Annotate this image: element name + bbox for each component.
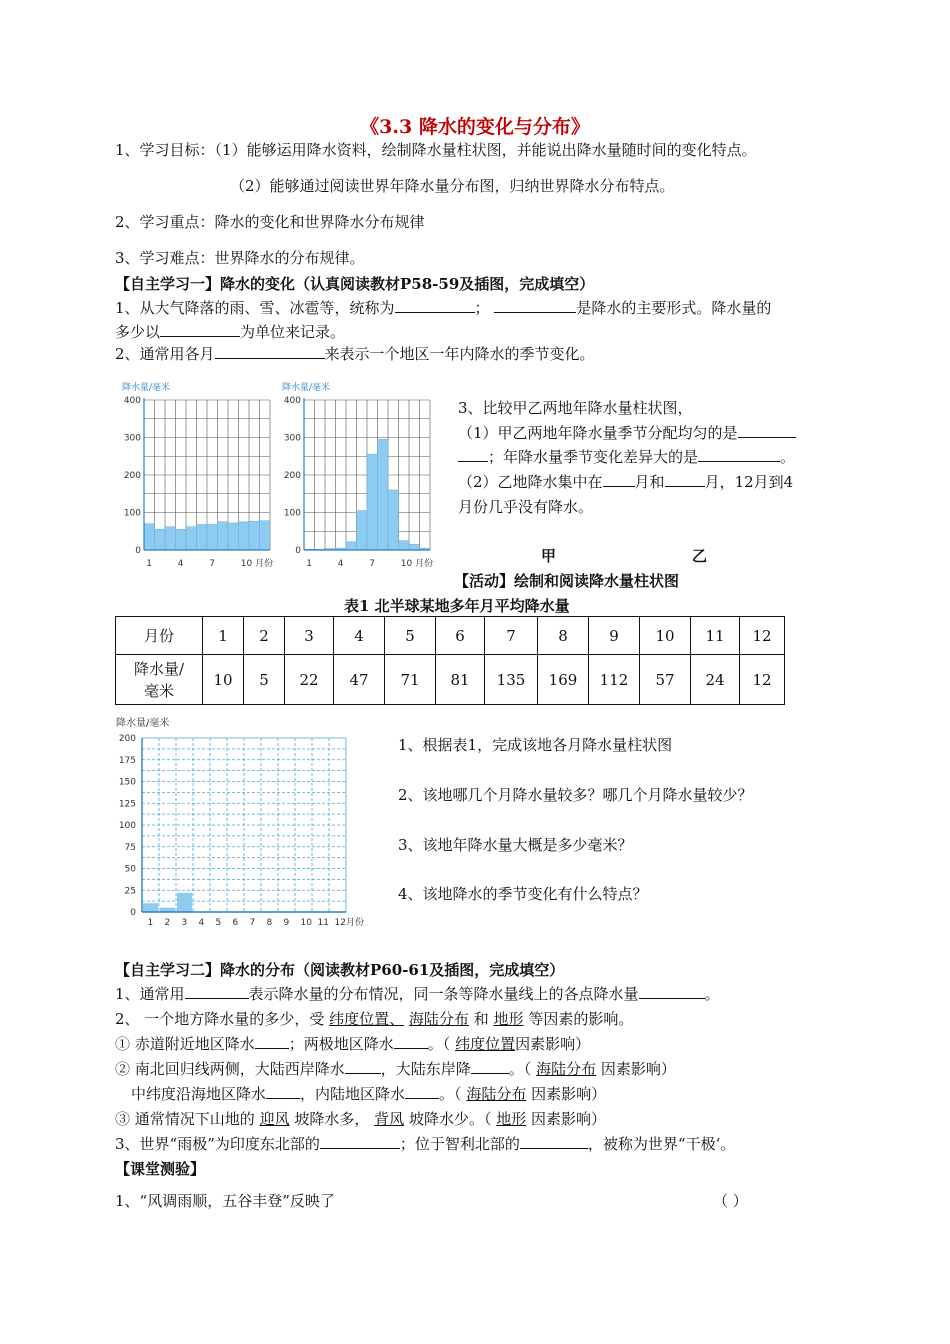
- table-header-precip: 降水量/ 毫米: [116, 655, 203, 705]
- bar-4: [176, 529, 187, 550]
- s2-c1: ① 赤道附近地区降水 ；两极地区降水 。（ 纬度位置因素影响）: [115, 1035, 591, 1053]
- blank[interactable]: [698, 447, 780, 462]
- answer-windward: 迎风: [259, 1110, 290, 1128]
- key-point: 2、学习重点：降水的变化和世界降水分布规律: [115, 213, 425, 231]
- x-tick-label: 2: [164, 918, 171, 928]
- s1-q1-line1: 1、从大气降落的雨、雪、冰雹等，统称为 ； 是降水的主要形式。降水量的: [115, 299, 772, 317]
- blank[interactable]: [603, 472, 635, 487]
- table-cell: 9: [589, 617, 640, 655]
- s2-q2: 2、 一个地方降水量的多少，受 纬度位置、 海陆分布 和 地形 等因素的影响。: [115, 1010, 634, 1028]
- table-cell: 135: [485, 655, 538, 705]
- bar-9: [388, 490, 399, 550]
- y-tick-label: 175: [118, 755, 136, 766]
- x-tick-label: 10: [300, 918, 312, 928]
- table-cell: 3: [285, 617, 334, 655]
- y-axis-label: 降水量/毫米: [122, 383, 171, 393]
- table-cell: 24: [691, 655, 740, 705]
- goal-line-2: （2）能够通过阅读世界年降水量分布图，归纳世界降水分布特点。: [230, 177, 675, 195]
- precip-table: [115, 616, 785, 705]
- activity-heading: 【活动】绘制和阅读降水量柱状图: [454, 572, 680, 590]
- y-tick-label: 400: [283, 396, 301, 406]
- y-axis-label: 降水量/毫米: [282, 383, 331, 393]
- answer-latitude: 纬度位置: [329, 1010, 390, 1028]
- blank[interactable]: [320, 1134, 400, 1149]
- y-tick-label: 125: [118, 799, 136, 810]
- label-jia: 甲: [541, 547, 557, 565]
- table-row: [116, 617, 785, 655]
- blank[interactable]: [665, 472, 705, 487]
- x-tick-label: 1: [147, 918, 154, 928]
- s2-c3: ③ 通常情况下山地的 迎风 坡降水多， 背风 坡降水少。（ 地形 因素影响）: [115, 1110, 607, 1128]
- difficulty: 3、学习难点：世界降水的分布规律。: [115, 249, 365, 267]
- section2-heading: 【自主学习二】降水的分布（阅读教材P60-61及插图，完成填空）: [115, 961, 565, 979]
- blank[interactable]: [160, 322, 240, 337]
- table-cell: 7: [485, 617, 538, 655]
- table-cell: 47: [334, 655, 385, 705]
- y-tick-label: 300: [283, 433, 301, 444]
- s1-q3-1-line1: （1）甲乙两地年降水量季节分配均匀的是: [458, 423, 796, 443]
- table-cell: 5: [385, 617, 436, 655]
- y-tick-label: 100: [118, 821, 136, 831]
- table-cell: 4: [334, 617, 385, 655]
- table-cell: 81: [436, 655, 485, 705]
- activity-chart: [114, 714, 376, 930]
- blank[interactable]: [255, 1034, 289, 1049]
- s2-q1: 1、通常用 表示降水量的分布情况，同一条等降水量线上的各点降水量 。: [115, 985, 720, 1003]
- table-cell: 11: [691, 617, 740, 655]
- table-cell: 1: [203, 617, 244, 655]
- bar-11: [249, 521, 260, 550]
- y-tick-label: 50: [124, 864, 136, 875]
- x-tick-label: 5: [215, 918, 222, 928]
- x-tick-label: 11: [317, 918, 329, 928]
- x-tick-label: 4: [198, 918, 205, 928]
- s2-q3: 3、世界“雨极”为印度东北部的 ；位于智利北部的 ，被称为世界“干极‘。: [115, 1135, 736, 1153]
- blank[interactable]: [639, 984, 705, 999]
- table-row: [116, 655, 785, 705]
- table-cell: 12: [740, 655, 785, 705]
- blank[interactable]: [738, 423, 796, 438]
- answer-latitude: 纬度位置: [455, 1035, 516, 1053]
- bar-3: [165, 527, 176, 550]
- bar-6: [357, 511, 368, 550]
- table-cell: 71: [385, 655, 436, 705]
- bar-3: [177, 893, 192, 912]
- s1-q2: 2、通常用各月 来表示一个地区一年内降水的季节变化。: [115, 345, 595, 363]
- y-tick-label: 400: [123, 396, 141, 406]
- answer-land-sea: 海陆分布: [408, 1010, 469, 1028]
- table-cell: 10: [640, 617, 691, 655]
- table-cell: 8: [538, 617, 589, 655]
- y-tick-label: 0: [135, 546, 141, 556]
- bar-12: [260, 521, 271, 550]
- blank[interactable]: [471, 1059, 509, 1074]
- x-tick-label: 6: [232, 918, 239, 928]
- page-title: 《3.3 降水的变化与分布》: [360, 116, 590, 138]
- x-tick-label: 3: [181, 918, 188, 928]
- activity-question: 1、根据表1，完成该地各月降水量柱状图: [398, 736, 673, 754]
- bar-8: [378, 439, 389, 550]
- table-cell: 5: [244, 655, 285, 705]
- answer-land-sea: 海陆分布: [466, 1085, 527, 1103]
- bar-7: [367, 454, 378, 550]
- table-header-month: 月份: [116, 617, 203, 655]
- bar-2: [155, 529, 166, 550]
- y-axis-label: 降水量/毫米: [116, 718, 170, 729]
- bar-5: [346, 542, 357, 550]
- chart-jia: [118, 378, 278, 574]
- x-tick-label: 9: [283, 918, 290, 928]
- x-tick-label: 1: [146, 559, 152, 569]
- blank[interactable]: [345, 1059, 381, 1074]
- blank[interactable]: [494, 298, 576, 313]
- y-tick-label: 0: [295, 546, 301, 556]
- y-tick-label: 75: [124, 842, 136, 853]
- s2-c2b: 中纬度沿海地区降水 ，内陆地区降水 。（ 海陆分布 因素影响）: [131, 1085, 607, 1103]
- blank[interactable]: [395, 298, 475, 313]
- y-tick-label: 150: [118, 777, 136, 788]
- bar-11: [409, 544, 420, 550]
- x-tick-label: 4: [337, 559, 344, 569]
- y-tick-label: 0: [130, 908, 136, 918]
- blank[interactable]: [458, 447, 488, 462]
- label-yi: 乙: [692, 547, 708, 565]
- bar-8: [218, 522, 229, 550]
- x-tick-label: 7: [249, 918, 256, 928]
- y-tick-label: 100: [123, 508, 141, 519]
- table-cell: 10: [203, 655, 244, 705]
- blank[interactable]: [520, 1134, 588, 1149]
- y-tick-label: 200: [123, 471, 141, 481]
- s1-q3: 3、比较甲乙两地年降水量柱状图，: [458, 399, 693, 417]
- bar-6: [197, 525, 208, 551]
- table-caption: 表1 北半球某地多年月平均降水量: [344, 597, 570, 615]
- x-tick-label: 10 月份: [400, 559, 434, 569]
- activity-question: 2、该地哪几个月降水量较多？哪几个月降水量较少？: [398, 786, 753, 804]
- s1-q3-1-line2: ；年降水量季节变化差异大的是 。: [458, 447, 795, 467]
- y-tick-label: 100: [283, 508, 301, 519]
- quiz-q1-answer[interactable]: （ ）: [713, 1192, 748, 1210]
- activity-question: 4、该地降水的季节变化有什么特点？: [398, 885, 648, 903]
- bar-10: [239, 522, 250, 550]
- bar-5: [186, 527, 197, 550]
- blank[interactable]: [185, 984, 249, 999]
- chart-yi: [278, 378, 443, 574]
- goal-line-1: 1、学习目标：（1）能够运用降水资料，绘制降水量柱状图，并能说出降水量随时间的变化特点。: [115, 141, 757, 159]
- table-cell: 12: [740, 617, 785, 655]
- answer-terrain: 地形: [493, 1010, 524, 1028]
- y-tick-label: 200: [283, 471, 301, 481]
- s1-q3-2-line1: （2）乙地降水集中在 月和 月，12月到4: [458, 473, 794, 491]
- x-tick-label: 4: [177, 559, 184, 569]
- x-tick-label: 10 月份: [240, 559, 274, 569]
- x-tick-label: 7: [369, 559, 375, 569]
- blank[interactable]: [266, 1084, 300, 1099]
- quiz-q1: 1、“风调雨顺，五谷丰登”反映了: [115, 1192, 335, 1210]
- x-tick-label: 12月份: [334, 918, 364, 928]
- y-tick-label: 25: [124, 886, 136, 897]
- answer-land-sea: 海陆分布: [536, 1060, 597, 1078]
- answer-terrain: 地形: [496, 1110, 527, 1128]
- blank[interactable]: [405, 1084, 439, 1099]
- bar-9: [228, 523, 239, 550]
- section1-heading: 【自主学习一】降水的变化（认真阅读教材P58-59及插图，完成填空）: [115, 275, 595, 293]
- s2-c2: ② 南北回归线两侧，大陆西岸降水 ，大陆东岸降 。（ 海陆分布 因素影响）: [115, 1060, 676, 1078]
- bar-7: [207, 525, 218, 551]
- bar-1: [144, 524, 155, 550]
- table-cell: 112: [589, 655, 640, 705]
- s1-q3-2-line2: 月份几乎没有降水。: [458, 498, 594, 516]
- x-tick-label: 8: [266, 918, 273, 928]
- bar-1: [143, 903, 158, 912]
- x-tick-label: 7: [209, 559, 215, 569]
- answer-leeward: 背风: [374, 1110, 405, 1128]
- activity-question: 3、该地年降水量大概是多少毫米？: [398, 836, 633, 854]
- y-tick-label: 300: [123, 433, 141, 444]
- table-cell: 57: [640, 655, 691, 705]
- quiz-heading: 【课堂测验】: [115, 1160, 206, 1178]
- s1-q1-line2: 多少以 为单位来记录。: [115, 323, 346, 341]
- blank[interactable]: [394, 1034, 428, 1049]
- table-cell: 2: [244, 617, 285, 655]
- x-tick-label: 1: [306, 559, 312, 569]
- table-cell: 6: [436, 617, 485, 655]
- bar-10: [399, 541, 410, 550]
- blank[interactable]: [215, 344, 325, 359]
- table-cell: 22: [285, 655, 334, 705]
- table-cell: 169: [538, 655, 589, 705]
- y-tick-label: 200: [118, 734, 136, 744]
